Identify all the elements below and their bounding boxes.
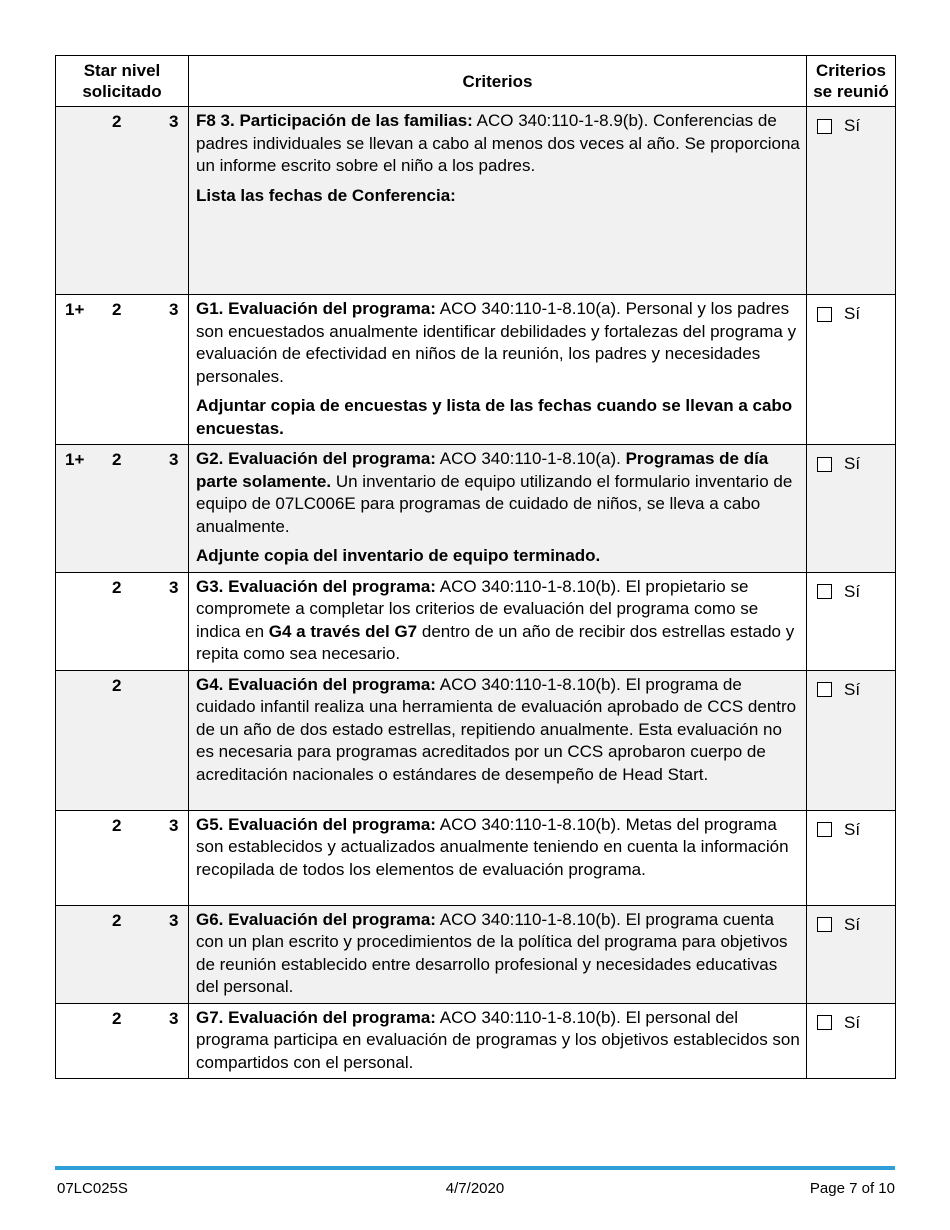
criteria-met-cell: Sí	[807, 905, 896, 1003]
si-checkbox[interactable]	[817, 682, 832, 697]
criteria-row-f8	[56, 107, 896, 295]
table-header-row	[56, 56, 896, 107]
footer-form-code: 07LC025S	[57, 1180, 128, 1197]
criteria-text: G4. Evaluación del programa: ACO 340:110-1-8.10(b). El programa de cuidado infantil realiza una herramienta de evaluación aprobado de CCS dentro de un año de dos estado estrellas, repitiendo anualmente. Esta evaluación no es necesaria para programas acreditados por un CCS aprobaron cuerpo de acreditación nacionales o estándares de desempeño de Head Start.	[189, 670, 807, 810]
star-levels: 2	[56, 670, 189, 810]
criteria-met-cell: Sí	[807, 107, 896, 295]
si-checkbox[interactable]	[817, 584, 832, 599]
si-checkbox[interactable]	[817, 917, 832, 932]
criteria-met-cell: Sí	[807, 572, 896, 670]
star-levels: 2 3	[56, 810, 189, 905]
criteria-met-cell: Sí	[807, 810, 896, 905]
si-checkbox[interactable]	[817, 119, 832, 134]
header-criteria-met: Criterios se reunió	[807, 56, 896, 107]
header-criteria: Criterios	[189, 56, 807, 107]
conference-dates-label: Lista las fechas de Conferencia:	[196, 185, 456, 205]
criteria-row-g2	[56, 445, 896, 573]
criteria-met-cell: Sí	[807, 1003, 896, 1079]
header-star-level: Star nivel solicitado	[56, 56, 189, 107]
criteria-text: G3. Evaluación del programa: ACO 340:110-1-8.10(b). El propietario se compromete a completar los criterios de evaluación del programa como se indica en G4 a través del G7 dentro de un año de recibir dos estrellas estado y repita como sea necesario.	[189, 572, 807, 670]
criteria-met-cell: Sí	[807, 670, 896, 810]
si-checkbox[interactable]	[817, 307, 832, 322]
criteria-met-cell: Sí	[807, 295, 896, 445]
criteria-text: F8 3. Participación de las familias: ACO 340:110-1-8.9(b). Conferencias de padres individuales se llevan a cabo al menos dos veces al año. Se proporciona un informe escrito sobre el niño a los padres. Lista las fechas de Conferencia:	[189, 107, 807, 295]
criteria-row-g5	[56, 810, 896, 905]
criteria-row-g6	[56, 905, 896, 1003]
footer-date: 4/7/2020	[445, 1180, 505, 1197]
criteria-text: G6. Evaluación del programa: ACO 340:110-1-8.10(b). El programa cuenta con un plan escrito y procedimientos de la política del programa para objetivos de reunión establecido entre desarrollo profesional y necesidades educativas del personal.	[189, 905, 807, 1003]
star-levels: 1+ 2 3	[56, 445, 189, 573]
criteria-text: G7. Evaluación del programa: ACO 340:110-1-8.10(b). El personal del programa participa en evaluación de programas y los objetivos establecidos son compartidos con el personal.	[189, 1003, 807, 1079]
criteria-row-g1	[56, 295, 896, 445]
footer-page-number: Page 7 of 10	[809, 1180, 895, 1197]
star-levels: 2 3	[56, 905, 189, 1003]
criteria-table	[55, 55, 896, 1079]
footer-divider	[55, 1166, 895, 1170]
criteria-row-g4	[56, 670, 896, 810]
criteria-text: G1. Evaluación del programa: ACO 340:110-1-8.10(a). Personal y los padres son encuestados anualmente identificar debilidades y fortalezas del programa y evaluación de efectividad en niños de la reunión, los padres y necesidades personales. Adjuntar copia de encuestas y lista de las fechas cuando se llevan a cabo encuestas.	[189, 295, 807, 445]
criteria-text: G2. Evaluación del programa: ACO 340:110-1-8.10(a). Programas de día parte solamente. Un inventario de equipo utilizando el formulario inventario de equipo de 07LC006E para programas de cuidado de niños, se lleva a cabo anualmente. Adjunte copia del inventario de equipo terminado.	[189, 445, 807, 573]
criteria-row-g3	[56, 572, 896, 670]
star-levels: 2 3	[56, 572, 189, 670]
si-checkbox[interactable]	[817, 822, 832, 837]
criteria-met-cell: Sí	[807, 445, 896, 573]
si-checkbox[interactable]	[817, 457, 832, 472]
star-levels: 2 3	[56, 107, 189, 295]
star-levels: 2 3	[56, 1003, 189, 1079]
si-checkbox[interactable]	[817, 1015, 832, 1030]
criteria-row-g7	[56, 1003, 896, 1079]
star-levels: 1+ 2 3	[56, 295, 189, 445]
criteria-text: G5. Evaluación del programa: ACO 340:110-1-8.10(b). Metas del programa son establecidos y actualizados anualmente teniendo en cuenta la información recopilada de todos los elementos de evaluación programa.	[189, 810, 807, 905]
